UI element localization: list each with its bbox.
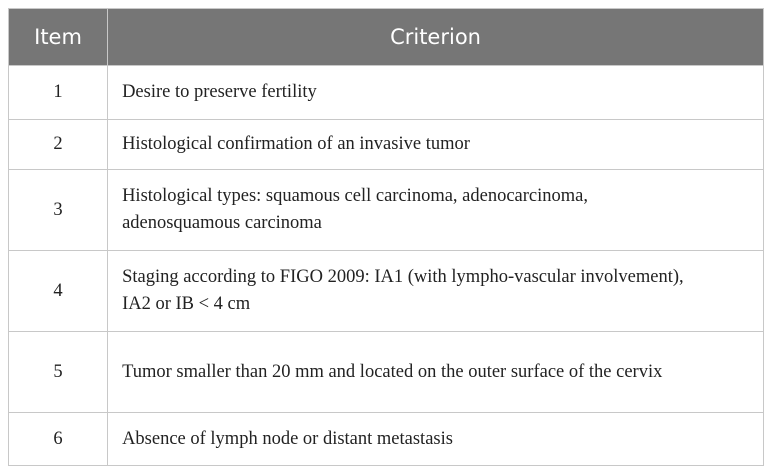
- table-row: [9, 251, 764, 332]
- item-number: 3: [9, 170, 108, 251]
- criterion-text: [108, 251, 764, 332]
- criterion-text: Histological confirmation of an invasive tumor: [108, 120, 764, 170]
- table-row: [9, 170, 764, 251]
- item-number: 4: [9, 251, 108, 332]
- table-row: [9, 120, 764, 170]
- table-row: [9, 66, 764, 120]
- criterion-text-content: Histological types: squamous cell carcinoma, adenocarcinoma, adenosquamous carcinoma: [122, 186, 589, 233]
- table-row: [9, 413, 764, 466]
- criterion-text: [108, 170, 764, 251]
- criterion-text: [108, 332, 764, 413]
- table-row: [9, 332, 764, 413]
- header-item: Item: [9, 9, 108, 66]
- criterion-text-content: Tumor smaller than 20 mm and located on the outer surface of the cervix: [122, 361, 663, 382]
- criterion-text-content: Staging according to FIGO 2009: IA1 (with lympho-vascular involvement), IA2 or IB < 4 cm: [122, 267, 684, 314]
- criterion-text: Absence of lymph node or distant metastasis: [108, 413, 764, 466]
- table-header-row: [9, 9, 764, 66]
- item-number: 5: [9, 332, 108, 413]
- item-number: 2: [9, 120, 108, 170]
- criterion-text: Desire to preserve fertility: [108, 66, 764, 120]
- criteria-table: [8, 8, 764, 466]
- item-number: 6: [9, 413, 108, 466]
- header-criterion: Criterion: [108, 9, 764, 66]
- item-number: 1: [9, 66, 108, 120]
